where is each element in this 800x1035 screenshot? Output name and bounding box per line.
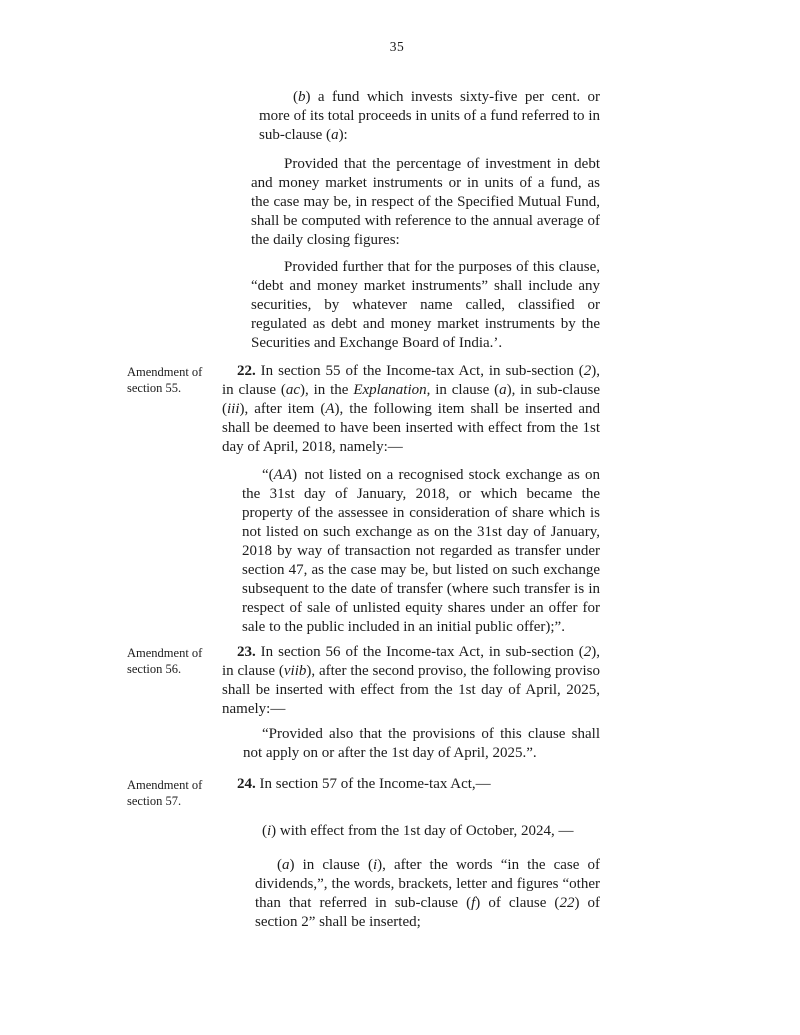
- block-item-a: [127, 856, 605, 932]
- block-proviso-debt: [127, 155, 605, 250]
- margin-note-section-56: Amendment of section 56.: [127, 646, 203, 676]
- paragraph-24-text: 24. In section 57 of the Income-tax Act,—: [237, 776, 491, 792]
- proviso-further-text: Provided further that for the purposes of this clause, “debt and money market instruments” shall include any securities, by whatever name called, classified or regulated as debt and money market instruments by the Securities and Exchange Board of India.’.: [251, 259, 600, 351]
- paragraph-23-text: 23. In section 56 of the Income-tax Act, in sub-section (2), in clause (viib), after the second proviso, the following proviso shall be inserted with effect from the 1st day of April, 2025, namely:—: [222, 644, 601, 717]
- paragraph-22-text: 22. In section 55 of the Income-tax Act, in sub-section (2), in clause (ac), in the Explanation, in clause (a), in sub-clause (iii), after item (A), the following item shall be inserted and shall be deemed to have been inserted with effect from the 1st day of April, 2018, namely:—: [222, 363, 600, 455]
- margin-note-section-55: Amendment of section 55.: [127, 365, 203, 395]
- block-proviso-further: [127, 258, 605, 353]
- proviso-debt-text: Provided that the percentage of investment in debt and money market instruments or in units of a fund, as the case may be, in respect of the Specified Mutual Fund, shall be computed with reference to the annual average of the daily closing figures:: [251, 156, 600, 248]
- block-item-AA: [127, 466, 605, 637]
- item-i-text: (i) with effect from the 1st day of October, 2024, —: [262, 823, 574, 839]
- page-content: [127, 88, 605, 932]
- block-amendment-55: [127, 362, 605, 457]
- block-proviso-also: [127, 725, 605, 763]
- page-number: 35: [389, 39, 405, 54]
- block-amendment-56: [127, 643, 605, 719]
- block-amendment-57: [127, 775, 605, 809]
- proviso-also-text: “Provided also that the provisions of this clause shall not apply on or after the 1st day of April, 2025.”.: [243, 726, 600, 761]
- item-a-text: (a) in clause (i), after the words “in the case of dividends,”, the words, brackets, letter and figures “other than that referred in sub-clause (f) of clause (22) of section 2” shall be inserted;: [255, 857, 601, 930]
- margin-note-section-57: Amendment of section 57.: [127, 778, 203, 808]
- item-AA-text: “(AA) not listed on a recognised stock exchange as on the 31st day of January, 2018, or which became the property of the assessee in consideration of share which is not listed on such exchange as on the 31st day of January, 2018 by way of transaction not regarded as transfer under section 47, as the case may be, but listed on such exchange subsequent to the date of transfer (where such transfer is in respect of sale of unlisted equity shares under an offer for sale to the public included in an initial public offer);”.: [242, 467, 600, 635]
- clause-b-text: (b) a fund which invests sixty-five per cent. or more of its total proceeds in units of a fund referred to in sub-clause (a):: [259, 89, 600, 143]
- block-clause-b: [127, 88, 605, 145]
- block-item-i: [127, 822, 605, 841]
